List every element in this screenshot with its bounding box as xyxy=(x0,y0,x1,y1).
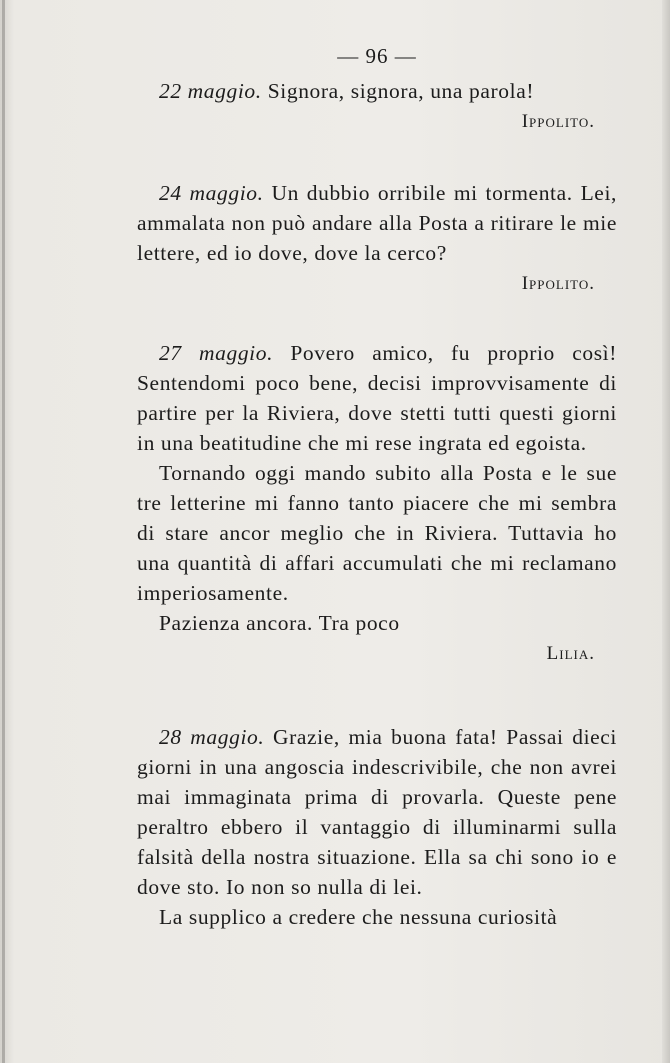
entry-paragraph: Tornando oggi mando subito alla Posta e le sue tre letterine mi fanno tanto piacere che mi sembra di stare ancor meglio che in Riviera. Tuttavia ho una quantità di affari accumulati che mi reclamano imperiosamente. xyxy=(137,461,617,605)
entry-spacer xyxy=(137,668,617,722)
entry-paragraph: La supplico a credere che nessuna curiosità xyxy=(159,905,558,929)
entry-spacer xyxy=(137,298,617,338)
entry-date: 28 maggio. xyxy=(159,725,265,749)
page-text xyxy=(137,36,617,932)
entry-paragraph: Pazienza ancora. Tra poco xyxy=(159,611,400,635)
page-right-edge xyxy=(662,0,670,1063)
entry-paragraph xyxy=(137,76,617,106)
diary-entry xyxy=(137,338,617,668)
entry-signature: Ippolito. xyxy=(521,273,595,294)
page-number: — 96 — xyxy=(337,44,417,68)
entry-date: 24 maggio. xyxy=(159,181,264,205)
diary-entry xyxy=(137,722,617,932)
diary-entry xyxy=(137,178,617,298)
entry-text: Povero amico, fu proprio così! Sentendomi poco bene, decisi improvvisamente di partire per la Riviera, dove stetti tutti questi giorni in una beatitudine che mi rese ingrata ed egoista. xyxy=(137,341,617,455)
entry-text: Signora, signora, una parola! xyxy=(261,79,535,103)
entry-text: Grazie, mia buona fata! Passai dieci giorni in una angoscia indescrivibile, che non avrei mai immaginata prima di provarla. Queste pene peraltro ebbero il vantaggio di illuminarmi sulla falsità della nostra situazione. Ella sa chi sono io e dove sto. Io non so nulla di lei. xyxy=(137,725,617,899)
entry-signature: Ippolito. xyxy=(521,111,595,132)
entry-date: 22 maggio. xyxy=(159,79,262,103)
entry-paragraph xyxy=(137,722,617,902)
entry-text: Un dubbio orribile mi tormenta. Lei, ammalata non può andare alla Posta a ritirare le mie lettere, ed io dove, dove la cerco? xyxy=(137,181,617,265)
entry-date: 27 maggio. xyxy=(159,341,274,365)
entry-paragraph xyxy=(137,178,617,268)
diary-entry xyxy=(137,76,617,136)
entry-signature: Lilia. xyxy=(546,643,595,664)
entry-spacer xyxy=(137,136,617,178)
page-left-edge xyxy=(2,0,5,1063)
entry-paragraph xyxy=(137,338,617,458)
